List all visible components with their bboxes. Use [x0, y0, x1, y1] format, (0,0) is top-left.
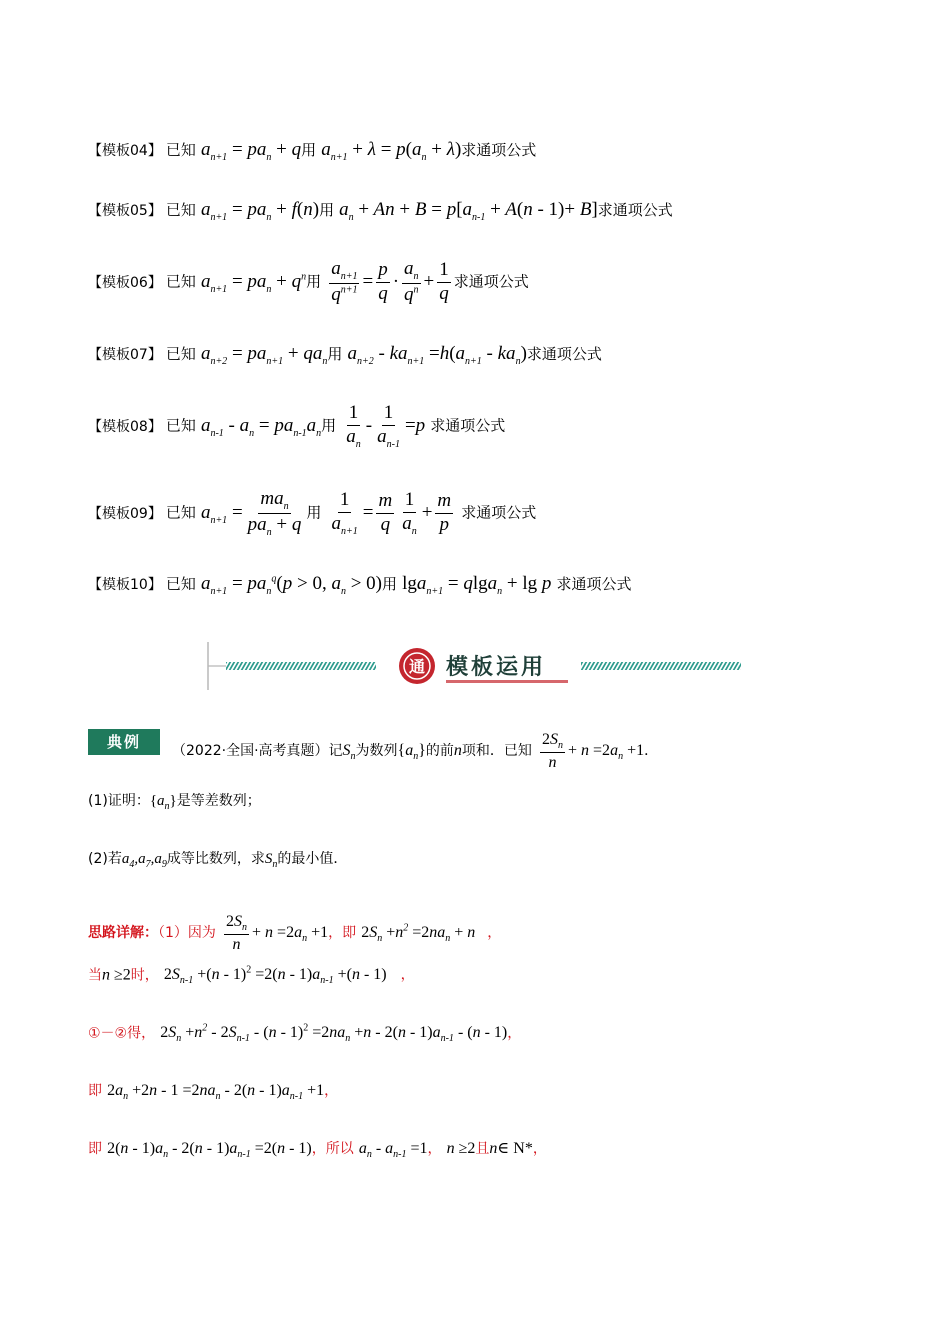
template-08: 【模板08】 已知 $a_{n-1} - a_n = pa_{n-1}a_n$用 $\frac{1}{a_n}$ - $\frac{1}{a_{n-1}}$ =p 求通项公式 — [88, 402, 506, 450]
banner-right-hatch — [581, 662, 741, 670]
template-tag: 【模板07】 — [88, 347, 162, 363]
template-tag: 【模板09】 — [88, 505, 162, 522]
question-1: (1)证明：$\{a_n\}$是等差数列； — [88, 793, 261, 812]
solution-line-3: ①－②得， $2S_n +n^2 - 2S_{n-1} - (n - 1)^2 =2na_n +n - 2(n - 1)a_{n-1} - (n - 1)$， — [88, 1023, 522, 1045]
formula: $a_{n+1} = pa_n + q$ — [200, 139, 302, 163]
solution-line-4: 即 $2a_n +2n - 1 =2na_n - 2(n - 1)a_{n-1} +1$， — [88, 1082, 339, 1103]
formula: $a_{n+1} = pa_n + q^n$ — [200, 270, 307, 295]
template-04: 【模板04】 已知 $a_{n+1} = pa_n + q$用 $a_{n+1} + \lambda = p(a_n + \lambda)$求通项公式 — [88, 139, 537, 163]
formula: $\frac{a_{n+1}}{q^{n+1}}$ = $\frac{p}{q}$ · $\frac{a_n}{q^n}$ + $\frac{1}{q}$ — [331, 258, 449, 305]
template-10: 【模板10】 已知 $a_{n+1} = pa_n^q(p > 0$, $a_n > 0$)用 lga$_{n+1}$ = qlga$_n$ + lg p 求通项公式 — [88, 573, 632, 597]
formula: $\frac{1}{a_{n+1}}$ = $\frac{m}{q}$ $\frac{1}{a_n}$ + $\frac{m}{p}$ — [331, 489, 452, 537]
template-tag: 【模板05】 — [88, 203, 162, 219]
example-badge: 典例 — [88, 729, 160, 755]
formula: $a_{n+1} = pa_n^q(p > 0$, $a_n > 0$) — [200, 573, 382, 597]
formula: $a_n + An + B = p[a_{n-1} + A(n - 1)+ B]$ — [339, 199, 598, 223]
formula: $\frac{1}{a_n}$ - $\frac{1}{a_{n-1}}$ =p — [346, 402, 426, 450]
template-05: 【模板05】 已知 $a_{n+1} = pa_n + f(n)$用 $a_n + An + B = p[a_{n-1} + A(n - 1)+ B]$求通项公式 — [88, 199, 673, 223]
solution-heading: 思路详解： — [88, 924, 158, 941]
template-tag: 【模板08】 — [88, 418, 162, 435]
formula: $a_{n+2} - ka_{n+1} =h(a_{n+1} - ka_n)$ — [347, 343, 527, 367]
template-tag: 【模板04】 — [88, 143, 162, 159]
formula: $a_{n+1} = pa_n + f(n)$ — [200, 199, 320, 223]
template-tag: 【模板06】 — [88, 274, 162, 291]
formula: $\frac{2S_n}{n}$ + $n =2a_n +1$ — [542, 731, 645, 772]
section-banner — [206, 640, 746, 692]
banner-icon-char: 通 — [408, 657, 426, 676]
question-2: (2)若$a_4,a_7,a_9$成等比数列，求$S_n$的最小值． — [88, 851, 348, 870]
formula: $a_{n+1} + \lambda = p(a_n + \lambda)$ — [321, 139, 462, 163]
banner-title: 模板运用 — [446, 655, 547, 680]
template-09: 【模板09】 已知 $a_{n+1}$ = $\frac{ma_n}{pa_n + q}$ 用 $\frac{1}{a_{n+1}}$ = $\frac{m}{q}$ $\frac{1}{a_n}$ + $\frac{m}{p}$ 求通项公式 — [88, 488, 537, 538]
example-statement: （2022·全国·高考真题）记$S_n$为数列$\{a_n\}$的前n项和．已知 $\frac{2S_n}{n}$ + $n =2a_n +1$． — [172, 731, 659, 772]
formula: $a_{n+1}$ = $\frac{ma_n}{pa_n + q}$ — [200, 488, 302, 538]
formula: lga$_{n+1}$ = qlga$_n$ + lg p — [402, 573, 552, 597]
formula: $a_{n-1} - a_n = pa_{n-1}a_n$ — [200, 414, 322, 439]
banner-left-hatch — [226, 662, 376, 670]
solution-line-2: 当n ≥2时， $2S_{n-1} +(n - 1)^2 =2(n - 1)a_{n-1} +(n - 1)$ ， — [88, 965, 415, 987]
solution-line-1: 思路详解：（1）因为 $\frac{2S_n}{n}$ + $n =2a_n +1$，即 $2S_n +n^2 =2na_n + n$ ， — [88, 913, 502, 954]
template-tag: 【模板10】 — [88, 577, 162, 593]
formula: $a_{n+2} = pa_{n+1} + qa_n$ — [200, 343, 328, 367]
solution-line-5: 即 $2(n - 1)a_n - 2(n - 1)a_{n-1} =2(n - 1)$，所以 $a_n - a_{n-1} =1$， n ≥2且n∈ N*， — [88, 1140, 547, 1161]
template-06: 【模板06】 已知 $a_{n+1} = pa_n + q^n$用 $\frac{a_{n+1}}{q^{n+1}}$ = $\frac{p}{q}$ · $\frac{a_n}{q^n}$ + $\frac{1}{q}$ 求通项公式 — [88, 258, 529, 305]
template-07: 【模板07】 已知 $a_{n+2} = pa_{n+1} + qa_n$用 $a_{n+2} - ka_{n+1} =h(a_{n+1} - ka_n)$求通项公式 — [88, 343, 602, 367]
